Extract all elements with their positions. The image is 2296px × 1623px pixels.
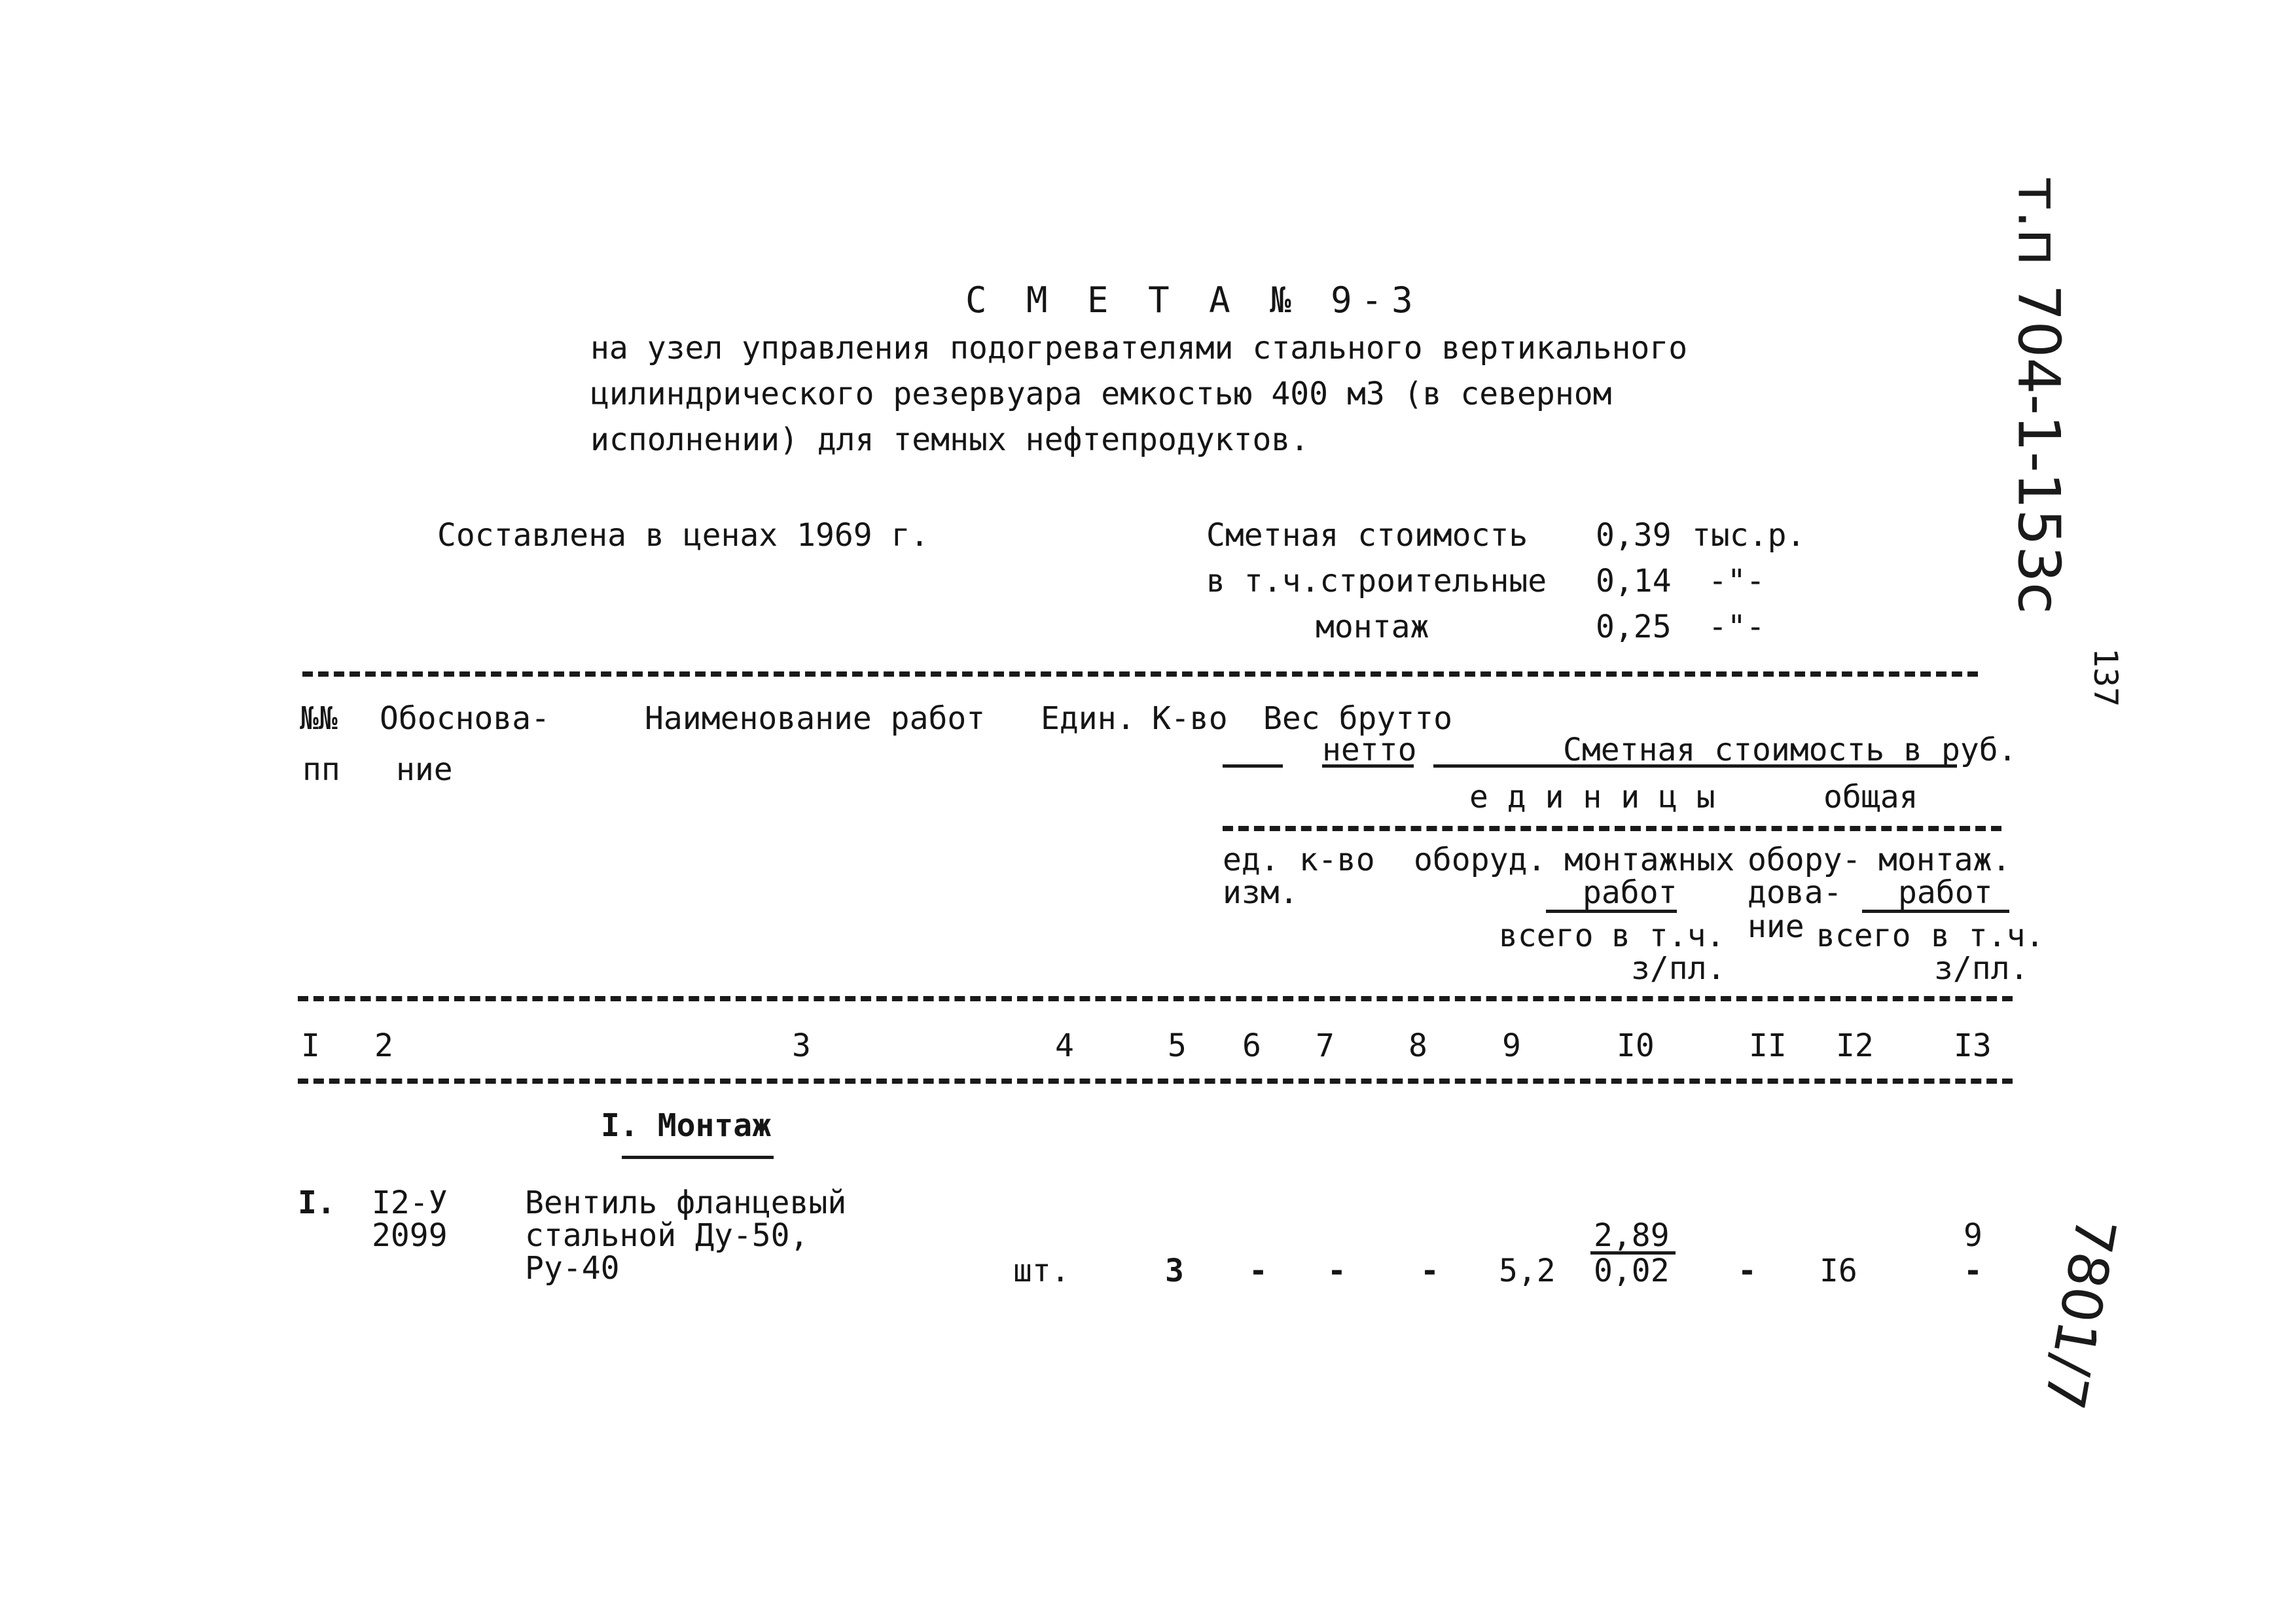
row-col6: - <box>1249 1253 1268 1289</box>
row-col9: 5,2 <box>1499 1253 1556 1289</box>
header-install-total-underline <box>1862 910 2009 913</box>
row-col12: I6 <box>1820 1253 1857 1289</box>
row-unit: шт. <box>1013 1253 1070 1289</box>
row-col13-bottom: - <box>1964 1253 1982 1289</box>
row-name-2: стальной Ду-50, <box>525 1217 809 1254</box>
row-col8: - <box>1420 1253 1439 1289</box>
subtitle-line-3: исполнении) для темных нефтепродуктов. <box>590 421 1310 458</box>
margin-page-number: 137 <box>2087 647 2125 707</box>
section-title: I. Монтаж <box>601 1107 772 1144</box>
column-number-3: 3 <box>792 1027 811 1064</box>
margin-archive-number: 7801/7 <box>2031 1212 2128 1415</box>
install-value: 0,25 <box>1596 609 1672 645</box>
header-equip: оборуд. <box>1414 842 1547 878</box>
header-vsego2: всего <box>1816 918 1911 954</box>
column-number-2: 2 <box>374 1027 393 1064</box>
header-weight-underline <box>1223 764 1283 768</box>
header-per-unit: е д и н и ц ы <box>1469 779 1715 815</box>
row-name-3: Ру-40 <box>525 1250 620 1287</box>
header-install-2: работ <box>1583 874 1677 911</box>
header-netto: нетто <box>1322 732 1417 768</box>
header-ed-izm-1: ед. <box>1223 842 1280 878</box>
header-install-total-1: монтаж. <box>1878 842 2011 878</box>
header-vsego: всего <box>1499 918 1594 954</box>
header-num-1: №№ <box>300 700 338 737</box>
header-cost: Сметная стоимость в руб. <box>1563 732 2017 768</box>
column-number-4: 4 <box>1055 1027 1074 1064</box>
row-col11: - <box>1738 1253 1757 1289</box>
construction-unit: -"- <box>1708 563 1765 599</box>
table-top-rule <box>302 671 1978 677</box>
construction-value: 0,14 <box>1596 563 1672 599</box>
composed-prices-text: Составлена в ценах 1969 г. <box>437 517 929 554</box>
column-number-rule <box>298 1079 2013 1084</box>
header-install-total-2: работ <box>1898 874 1993 911</box>
row-col10-top: 2,89 <box>1594 1217 1670 1254</box>
column-number-1: I <box>301 1027 320 1064</box>
header-total: общая <box>1823 779 1918 815</box>
header-vtch-1: в т.ч. <box>1611 918 1725 954</box>
header-ed-izm-2: изм. <box>1223 874 1299 911</box>
header-vtch2-2: з/пл. <box>1934 950 2029 987</box>
column-number-13: I3 <box>1954 1027 1992 1064</box>
document-title: С М Е Т А № 9-3 <box>965 279 1422 321</box>
header-unit: Един. <box>1041 700 1136 737</box>
header-bottom-rule <box>298 996 2013 1001</box>
column-number-12: I2 <box>1836 1027 1874 1064</box>
column-number-10: I0 <box>1617 1027 1655 1064</box>
header-weight: Вес брутто <box>1263 700 1452 737</box>
header-equip-total-2: дова- <box>1748 874 1842 911</box>
column-number-11: II <box>1749 1027 1787 1064</box>
header-qty: К-во <box>1152 700 1228 737</box>
cost-value: 0,39 <box>1596 517 1672 554</box>
row-num: I. <box>298 1185 336 1221</box>
header-num-2: пп <box>302 751 340 788</box>
row-name-1: Вентиль фланцевый <box>525 1185 847 1221</box>
header-cost-underline <box>1433 764 1957 768</box>
header-basis-2: ние <box>396 751 453 788</box>
column-number-9: 9 <box>1502 1027 1521 1064</box>
header-name: Наименование работ <box>645 700 986 737</box>
margin-project-code: т.п 704-1-153с <box>2005 176 2073 615</box>
header-install-underline <box>1546 910 1677 913</box>
header-equip-total-3: ние <box>1748 908 1804 945</box>
construction-label: в т.ч.строительные <box>1206 563 1547 599</box>
header-kvo: к-во <box>1299 842 1375 878</box>
subtitle-line-2: цилиндрического резервуара емкостью 400 м3 (в северном <box>590 376 1612 412</box>
header-equip-total-1: обору- <box>1748 842 1861 878</box>
row-col7: - <box>1327 1253 1346 1289</box>
header-install-1: монтажных <box>1564 842 1735 878</box>
column-number-6: 6 <box>1242 1027 1261 1064</box>
subtitle-line-1: на узел управления подогревателями стального вертикального <box>590 330 1688 366</box>
header-basis-1: Обоснова- <box>380 700 550 737</box>
column-number-8: 8 <box>1408 1027 1427 1064</box>
header-netto-underline <box>1322 764 1414 768</box>
install-unit: -"- <box>1708 609 1765 645</box>
row-basis-1: I2-У <box>372 1185 448 1221</box>
row-col10-bottom: 0,02 <box>1594 1253 1670 1289</box>
cost-unit: тыс.р. <box>1692 517 1806 554</box>
column-number-7: 7 <box>1316 1027 1335 1064</box>
row-basis-2: 2099 <box>372 1217 448 1254</box>
header-vtch-2: з/пл. <box>1631 950 1726 987</box>
row-qty: 3 <box>1165 1253 1184 1289</box>
header-mid-rule <box>1223 826 2001 831</box>
row-col13-top: 9 <box>1964 1217 1982 1254</box>
section-title-underline <box>622 1156 774 1159</box>
cost-label: Сметная стоимость <box>1206 517 1528 554</box>
install-label: монтаж <box>1316 609 1429 645</box>
column-number-5: 5 <box>1168 1027 1187 1064</box>
header-vtch2-1: в т.ч. <box>1931 918 2045 954</box>
